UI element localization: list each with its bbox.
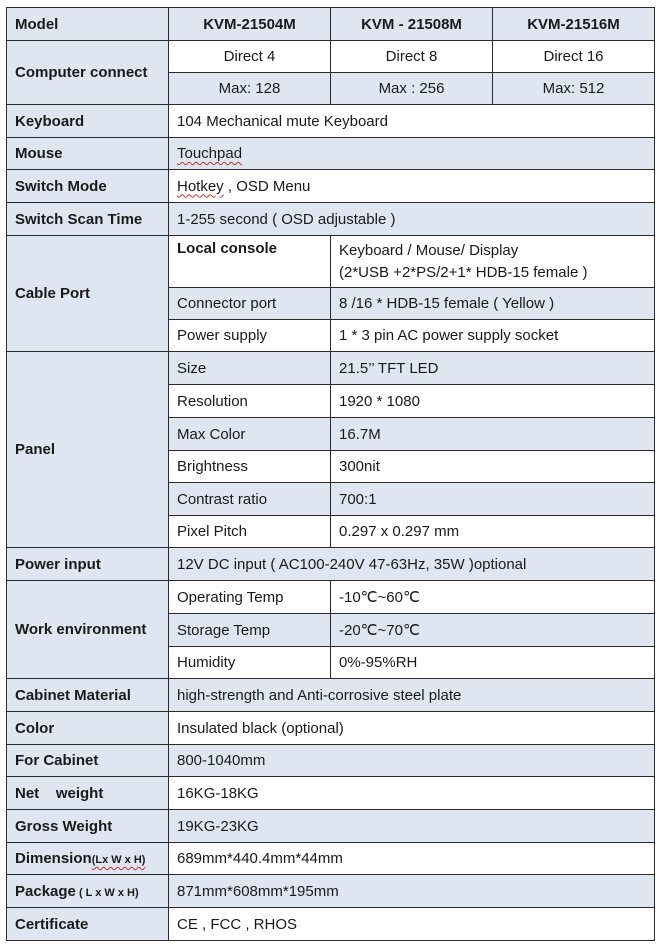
certificate-label: Certificate bbox=[7, 908, 169, 941]
work-env-row-key: Humidity bbox=[169, 647, 331, 679]
switch-mode-value bbox=[169, 170, 655, 203]
mouse-value-text: Touchpad bbox=[177, 145, 243, 162]
for-cabinet-label: For Cabinet bbox=[7, 745, 169, 777]
panel-row-value: 1920 * 1080 bbox=[331, 385, 655, 418]
spec-table bbox=[6, 7, 655, 941]
panel-row-value: 700:1 bbox=[331, 483, 655, 516]
work-env-row-value: -20℃~70℃ bbox=[331, 614, 655, 647]
dimension-label-small: (Lx W x H) bbox=[91, 854, 146, 866]
model-21504m: KVM-21504M bbox=[169, 8, 331, 41]
package-label bbox=[7, 875, 169, 908]
panel-row-value: 300nit bbox=[331, 451, 655, 483]
mouse-value bbox=[169, 138, 655, 170]
dimension-label-main: Dimension bbox=[15, 850, 92, 867]
panel-row-key: Pixel Pitch bbox=[169, 516, 331, 548]
panel-row-value: 21.5’’ TFT LED bbox=[331, 352, 655, 385]
gross-weight-value: 19KG-23KG bbox=[169, 810, 655, 843]
work-environment-label: Work environment bbox=[7, 581, 169, 679]
cabinet-material-value: high-strength and Anti-corrosive steel plate bbox=[169, 679, 655, 712]
panel-label: Panel bbox=[7, 352, 169, 548]
net-weight-label: Net weight bbox=[7, 777, 169, 810]
color-label: Color bbox=[7, 712, 169, 745]
panel-row-value: 16.7M bbox=[331, 418, 655, 451]
switch-mode-hotkey: Hotkey bbox=[177, 177, 224, 195]
mouse-label: Mouse bbox=[7, 138, 169, 170]
power-input-label: Power input bbox=[7, 548, 169, 581]
net-weight-value: 16KG-18KG bbox=[169, 777, 655, 810]
panel-row-key: Brightness bbox=[169, 451, 331, 483]
switch-scan-value: 1-255 second ( OSD adjustable ) bbox=[169, 203, 655, 236]
switch-scan-label: Switch Scan Time bbox=[7, 203, 169, 236]
power-supply-value: 1 * 3 pin AC power supply socket bbox=[331, 320, 655, 352]
computer-connect-label: Computer connect bbox=[7, 41, 169, 105]
package-label-main: Package bbox=[15, 882, 76, 900]
for-cabinet-value: 800-1040mm bbox=[169, 745, 655, 777]
cabinet-material-label: Cabinet Material bbox=[7, 679, 169, 712]
power-input-value: 12V DC input ( AC100-240V 47-63Hz, 35W )optional bbox=[169, 548, 655, 581]
model-21508m: KVM - 21508M bbox=[331, 8, 493, 41]
direct-8: Direct 8 bbox=[331, 41, 493, 73]
switch-mode-osd: , OSD Menu bbox=[223, 177, 311, 195]
color-value: Insulated black (optional) bbox=[169, 712, 655, 745]
local-console-value bbox=[331, 236, 655, 288]
switch-mode-label: Switch Mode bbox=[7, 170, 169, 203]
work-env-row-value: -10℃~60℃ bbox=[331, 581, 655, 614]
connector-port-label: Connector port bbox=[169, 288, 331, 320]
max-256: Max : 256 bbox=[331, 73, 493, 105]
panel-row-key: Resolution bbox=[169, 385, 331, 418]
dimension-value: 689mm*440.4mm*44mm bbox=[169, 843, 655, 875]
panel-row-key: Size bbox=[169, 352, 331, 385]
certificate-value: CE , FCC , RHOS bbox=[169, 908, 655, 941]
panel-row-value: 0.297 x 0.297 mm bbox=[331, 516, 655, 548]
panel-row-key: Max Color bbox=[169, 418, 331, 451]
local-console-label: Local console bbox=[169, 236, 331, 288]
direct-4: Direct 4 bbox=[169, 41, 331, 73]
local-console-line2: (2*USB +2*PS/2+1* HDB-15 female ) bbox=[339, 263, 588, 281]
direct-16: Direct 16 bbox=[493, 41, 655, 73]
work-env-row-key: Operating Temp bbox=[169, 581, 331, 614]
keyboard-value: 104 Mechanical mute Keyboard bbox=[169, 105, 655, 138]
dimension-label bbox=[7, 843, 169, 875]
model-21516m: KVM-21516M bbox=[493, 8, 655, 41]
local-console-line1: Keyboard / Mouse/ Display bbox=[339, 241, 519, 259]
panel-row-key: Contrast ratio bbox=[169, 483, 331, 516]
work-env-row-value: 0%-95%RH bbox=[331, 647, 655, 679]
max-512: Max: 512 bbox=[493, 73, 655, 105]
gross-weight-label: Gross Weight bbox=[7, 810, 169, 843]
cable-port-label: Cable Port bbox=[7, 236, 169, 352]
package-label-small: ( L x W x H) bbox=[75, 886, 139, 899]
power-supply-label: Power supply bbox=[169, 320, 331, 352]
connector-port-value: 8 /16 * HDB-15 female ( Yellow ) bbox=[331, 288, 655, 320]
model-label: Model bbox=[7, 8, 169, 41]
package-value: 871mm*608mm*195mm bbox=[169, 875, 655, 908]
work-env-row-key: Storage Temp bbox=[169, 614, 331, 647]
max-128: Max: 128 bbox=[169, 73, 331, 105]
keyboard-label: Keyboard bbox=[7, 105, 169, 138]
